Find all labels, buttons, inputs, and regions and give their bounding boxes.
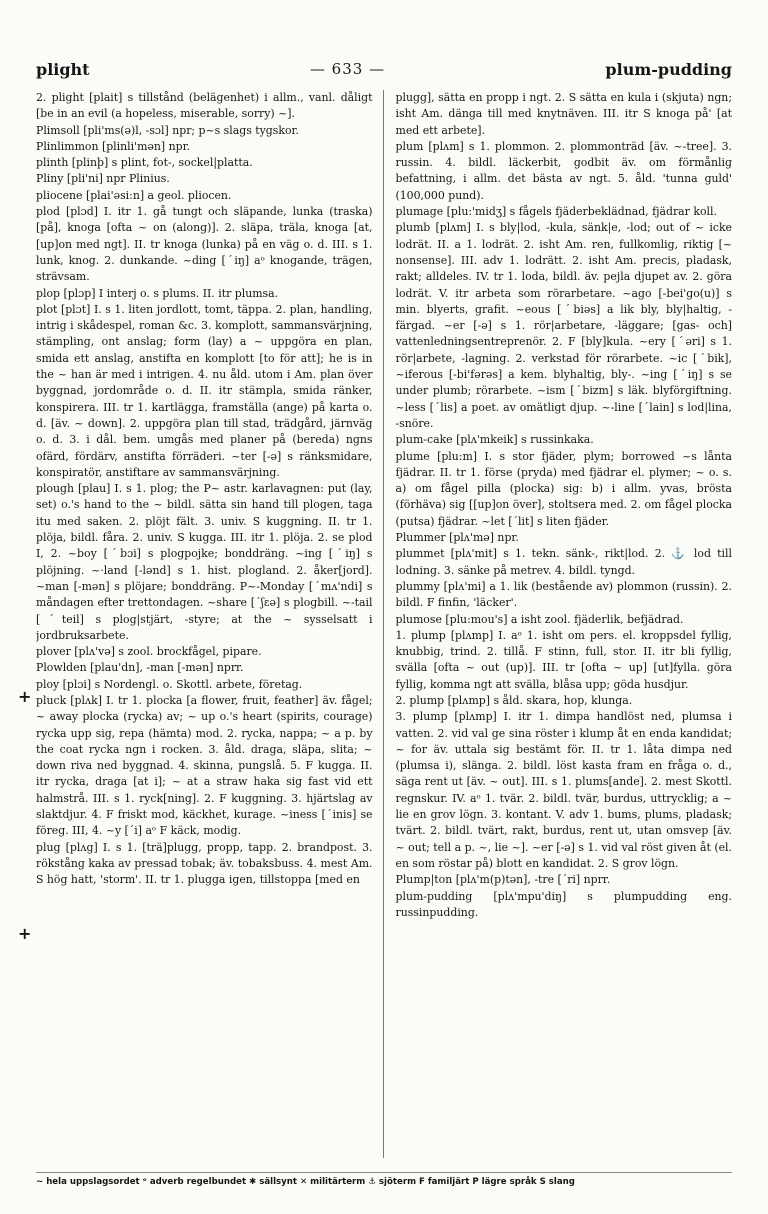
dictionary-entry-plummet: plummet [plʌ'mit] s 1. tekn. sänk-, rikt|lod. 2. ⚓ lod till lodning. 3. sänke på metrev. 4. bildl. tyngd.	[395, 547, 732, 577]
dictionary-entry-plum: plum [plʌm] s 1. plommon. 2. plommonträd [äv. ~-tree]. 3. russin. 4. bildl. läckerbit, godbit äv. om förmånlig befattning, i allm. det bästa av ngt. 5. åld. 'tunna guld' (100,000 pund).	[395, 139, 732, 202]
dictionary-entry-plod: plod [plɔd] I. itr 1. gå tungt och släpande, lunka (traska) [på], knoga [ofta ~ on (along)]. 2. släpa, träla, knoga [at, [up]on med ngt]. II. tr knoga (lunka) på en väg o. d. III. s 1. lunk, knog. 2. dunkande. ~ding [ˊiŋ] aᵒ knogande, trägen, strävsam.	[36, 205, 373, 284]
dictionary-entry-pliny: Pliny [pli'ni] npr Plinius.	[36, 172, 170, 186]
dictionary-entry-plinlimmon: Plinlimmon [plinli'mən] npr.	[36, 139, 191, 153]
dictionary-entry-plumose: plumose [plu:mou's] a isht zool. fjäderlik, befjädrad.	[395, 612, 684, 626]
dictionary-entry-plume: plume [plu:m] I. s stor fjäder, plym; borrowed ~s lånta fjädrar. II. tr 1. förse (pryda) med fjädrar el. plymer; ~ o. s. a) om fågel pilla (plocka) sig: b) i allm. yvas, brösta (förhäva) sig [[up]on över], stoltsera med. 2. om fågel plocka (putsa) fjädrar. ~let [ˊlit] s liten fjäder.	[395, 449, 732, 528]
dictionary-entry-pluck: pluck [plʌk] I. tr 1. plocka [a flower, fruit, feather] äv. fågel; ~ away plocka (rycka) av; ~ up o.'s heart (spirits, courage) rycka upp sig, repa (hämta) mod. 2. rycka, nappa; ~ a p. by the coat rycka ngn i rocken. 3. åld. draga, släpa, slita; ~ down riva ned byggnad. 4. skinna, pungslå. 5. F kugga. II. itr rycka, draga [at i]; ~ at a straw haka sig fast vid ett halmstrå. III. s 1. ryck[ning]. 2. F kuggning. 3. hjärtslag av slaktdjur. 4. F friskt mod, käckhet, kurage. ~iness [ˊinis] se föreg. III, 4. ~y [ˊi] aᵒ F käck, modig.	[36, 693, 373, 838]
page-number: — 633 —	[309, 60, 386, 78]
dictionary-entry-plough: plough [plau] I. s 1. plog; the P~ astr. karlavagnen: put (lay, set) o.'s hand to the ~ bildl. sätta sin hand till plogen, taga itu med saken. 2. plöjt fält. 3. univ. S kuggning. II. tr 1. plöja, bildl. fåra. 2. univ. S kugga. III. itr 1. plöja. 2. se plod I, 2. ~boy [ˊbɔi] s plogpojke; bonddräng. ~ing [ˊiŋ] s plöjning. ~·land [-lənd] s 1. hist. plogland. 2. åker[jord]. ~man [-mən] s plöjare; bonddräng. P~-Monday [ˊmʌ'ndi] s måndagen efter trettondagen. ~share [ˊʃɛə] s plogbill. ~-tail [ˊteil] s plog|stjärt, -styre; at the ~ sysselsatt i jordbruksarbete.	[36, 482, 373, 642]
dictionary-entry-plug: plug [plʌg] I. s 1. [trä]plugg, propp, tapp. 2. brandpost. 3. rökstång kaka av pressad tobak; äv. tobaksbuss. 4. mest Am. S hög hatt, 'storm'. II. tr 1. plugga igen, tillstoppa [med en	[36, 840, 373, 887]
dictionary-entry-plinth: plinth [plinþ] s plint, fot-, sockel|platta.	[36, 156, 253, 170]
dictionary-entry-plumage: plumage [plu:'midʒ] s fågels fjäderbeklädnad, fjädrar koll.	[395, 205, 717, 219]
dictionary-entry-pliocene: pliocene [plai'əsi:n] a geol. pliocen.	[36, 188, 232, 202]
page-header	[36, 56, 732, 82]
dictionary-entry-plum-cake: plum-cake [plʌ'mkeik] s russinkaka.	[395, 433, 594, 447]
left-column	[36, 90, 384, 1158]
dictionary-entry-plummy: plummy [plʌ'mi] a 1. lik (bestående av) plommon (russin). 2. bildl. F finfin, 'läcker'.	[395, 579, 732, 610]
dictionary-entry-plump-3: 3. plump [plʌmp] I. itr 1. dimpa handlöst ned, plumsa i vatten. 2. vid val ge sina röster i klump åt en enda kandidat; ~ for äv. uttala sig bestämt för. II. tr 1. låta dimpa ned (plumsa i), slänga. 2. bildl. löst kasta fram en fråga o. d., säga rent ut [äv. ~ out]. III. s 1. plums[ande]. 2. mest Skottl. regnskur. IV. aᵒ 1. tvär. 2. bildl. tvär, burdus, uttrycklig; a ~ lie en grov lögn. 3. kontant. V. adv 1. bums, plums, pladask; tvärt. 2. bildl. tvärt, rakt, burdus, rent ut, utan omsvep [äv. ~ out; tell a p. ~, lie ~]. ~er [-ə] s 1. vid val röst given åt (el. en som röstar på) blott en kandidat. 2. S grov lögn.	[395, 710, 732, 870]
dictionary-entry-plumb: plumb [plʌm] I. s bly|lod, -kula, sänk|e, -lod; out of ~ icke lodrät. II. a 1. lodrät. 2. isht Am. ren, fullkomlig, riktig [~ nonsense]. III. adv 1. lodrätt. 2. isht Am. precis, pladask, rakt; alldeles. IV. tr 1. loda, bildl. äv. pejla djupet av. 2. göra lodrät. V. itr arbeta som rörarbetare. ~ago [-bei'go(u)] s min. blyerts, grafit. ~eous [ˊbiəs] a lik bly, bly|haltig, -färgad. ~er [-ə] s 1. rör|arbetare, -läggare; [gas- och] vattenledningsentreprenör. 2. F [bly]kula. ~ery [ˊəri] s 1. rör|arbete, -lagning. 2. verkstad för rörarbete. ~ic [ˊbik], ~iferous [-bi'fərəs] a kem. blyhaltig, bly-. ~ing [ˊiŋ] s se under plumb; rörarbete. ~ism [ˊbizm] s läk. blyförgiftning. ~less [ˊlis] a poet. av omätligt djup. ~-line [ˊlain] s lod|lina, -snöre.	[395, 221, 732, 430]
dictionary-entry-plot: plot [plɔt] I. s 1. liten jordlott, tomt, täppa. 2. plan, handling, intrig i skådespel, roman &c. 3. komplott, sammansvärjning, stämpling, ont anslag; form (lay) a ~ uppgöra en plan, smida ett anslag, anstifta en komplott [to för att]; he is in the ~ han är med i intrigen. 4. nu åld. utom i Am. plan över byggnad, jordområde o. d. II. itr stämpla, smida ränker, konspirera. III. tr 1. kartlägga, framställa (ange) på karta o. d. [äv. ~ down]. 2. uppgöra plan till stad, trädgård, järnväg o. d. 3. i dål. bem. umgås med planer på (bereda) ngns ofärd, fördärv, anstifta förräderi. ~ter [-ə] s ränksmidare, konspiratör, anstiftare av sammansvärjning.	[36, 302, 373, 479]
dictionary-entry-plumpton: Plump|ton [plʌ'm(p)tən], -tre [ˊri] nprr.	[395, 873, 611, 887]
dictionary-entry-plum-pudding: plum-pudding [plʌ'mpu'diŋ] s plumpudding eng. russinpudding.	[395, 889, 732, 919]
dictionary-entry-plover: plover [plʌ'və] s zool. brockfågel, pipare.	[36, 645, 262, 659]
dictionary-entry-plump-2: 2. plump [plʌmp] s åld. skara, hop, klunga.	[395, 693, 633, 707]
first-headword: plight	[36, 59, 90, 79]
margin-plus-mark: +	[18, 924, 32, 943]
dictionary-entry-plump-1: 1. plump [plʌmp] I. aᵒ 1. isht om pers. el. kroppsdel fyllig, knubbig, trind. 2. tillå. F stinn, full, stor. II. itr bli fyllig, svälla [ofta ~ out (up)]. III. tr [ofta ~ up] [ut]fylla. göra fyllig, komma ngt att svälla, blåsa upp; göda husdjur.	[395, 628, 732, 691]
entry-columns	[36, 90, 732, 1158]
dictionary-entry-plowden: Plowlden [plau'dn], -man [-mən] nprr.	[36, 661, 244, 675]
right-column	[396, 90, 733, 1158]
dictionary-entry-plummer: Plummer [plʌ'mə] npr.	[395, 531, 519, 545]
dictionary-entry-plop: plop [plɔp] I interj o. s plums. II. itr plumsa.	[36, 286, 279, 300]
dictionary-entry-ploy: ploy [plɔi] s Nordengl. o. Skottl. arbete, företag.	[36, 677, 303, 691]
margin-plus-mark: +	[18, 687, 32, 706]
abbreviation-legend: ~ hela uppslagsordet ᵒ adverb regelbundet ✱ sällsynt ✕ militärterm ⚓ sjöterm F familjärt P lägre språk S slang	[36, 1172, 732, 1195]
dictionary-entry-plimsoll: Plimsoll [pli'ms(ə)l, -sɔl] npr; p~s slags tygskor.	[36, 123, 299, 137]
dictionary-entry-plug-cont: plugg], sätta en propp i ngt. 2. S sätta en kula i (skjuta) ngn; isht Am. dänga till med knytnäven. III. itr S knoga på' [at med ett arbete].	[395, 91, 732, 137]
dictionary-entry-plight: 2. plight [plait] s tillstånd (belägenhet) i allm., vanl. dåligt [be in an evil (a hopeless, miserable, sorry) ~].	[36, 91, 373, 121]
last-headword: plum-pudding	[605, 59, 732, 79]
